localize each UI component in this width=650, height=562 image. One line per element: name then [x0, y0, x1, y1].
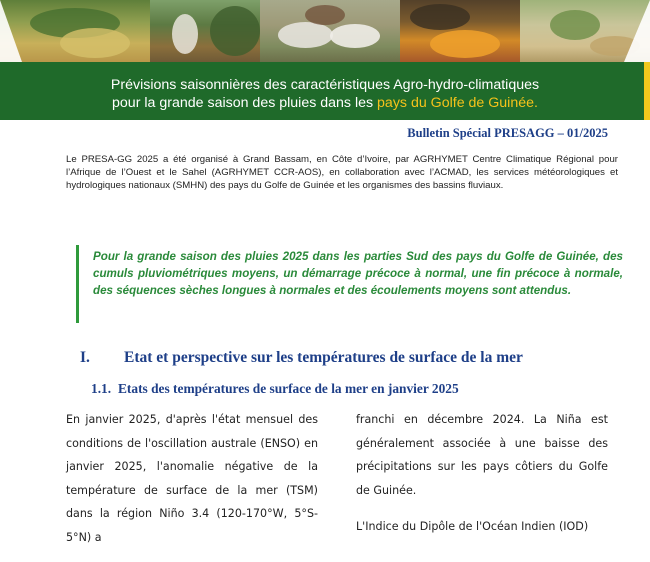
- bulletin-label: Bulletin Spécial PRESAGG – 01/2025: [407, 126, 608, 140]
- banner-accent-stripe: [644, 62, 650, 120]
- banner-title-line1: Prévisions saisonnières des caractéristiques Agro-hydro-climatiques: [110, 77, 540, 93]
- intro-paragraph: Le PRESA-GG 2025 a été organisé à Grand Bassam, en Côte d’Ivoire, par AGRHYMET Centre Climatique Régional pour l’Afrique de l’Ouest et le Sahel (AGRHYMET CCR-AOS), en collaboration avec l’ACMAD, les services météorologiques et hydrologiques nationaux (SMHN) des pays du Golfe de Guinée et les organismes des bassins fluviaux.: [66, 154, 618, 191]
- body-paragraph: L'Indice du Dipôle de l'Océan Indien (IOD): [356, 520, 589, 533]
- photo-strip: [0, 0, 650, 62]
- farm-field-photo: [0, 0, 150, 62]
- summary-text: Pour la grande saison des pluies 2025 dans les parties Sud des pays du Golfe de Guinée, des cumuls pluviométriques moyens, un démarrage précoce à normal, une fin précoce à normale, des séquences sèches longues à normales et des écoulements moyens sont attendus.: [93, 250, 623, 297]
- body-paragraph: franchi en décembre 2024. La Niña est généralement associée à une baisse des précipitations sur les pays côtiers du Golfe de Guinée.: [356, 413, 608, 497]
- section-heading: [80, 349, 523, 367]
- bushfire-photo: [400, 0, 520, 62]
- banner-corner-left: [0, 0, 22, 62]
- banner-title: [0, 76, 650, 112]
- banner-corner-right: [624, 0, 650, 62]
- banner-title-line2-prefix: pour la grande saison des pluies dans les: [112, 95, 378, 111]
- banner-title-highlight: pays du Golfe de Guinée.: [377, 95, 538, 111]
- section-number: I.: [80, 349, 90, 366]
- cattle-photo: [260, 0, 400, 62]
- subsection-title: Etats des températures de surface de la mer en janvier 2025: [118, 381, 459, 396]
- header-banner: [0, 0, 650, 120]
- subsection-number: 1.1.: [91, 381, 112, 396]
- body-paragraph: En janvier 2025, d'après l'état mensuel des conditions de l'oscillation australe (ENSO) en janvier 2025, l'anomalie négative de la température de surface de la mer (TSM) dans la région Niño 3.4 (120-170°W, 5°S-5°N) a: [66, 413, 318, 544]
- section-title: Etat et perspective sur les températures de surface de la mer: [124, 349, 523, 366]
- farmer-photo: [150, 0, 260, 62]
- summary-callout: [76, 245, 627, 323]
- subsection-heading: [91, 381, 459, 397]
- body-column-left: [66, 408, 318, 562]
- banner-title-line2: [0, 94, 650, 112]
